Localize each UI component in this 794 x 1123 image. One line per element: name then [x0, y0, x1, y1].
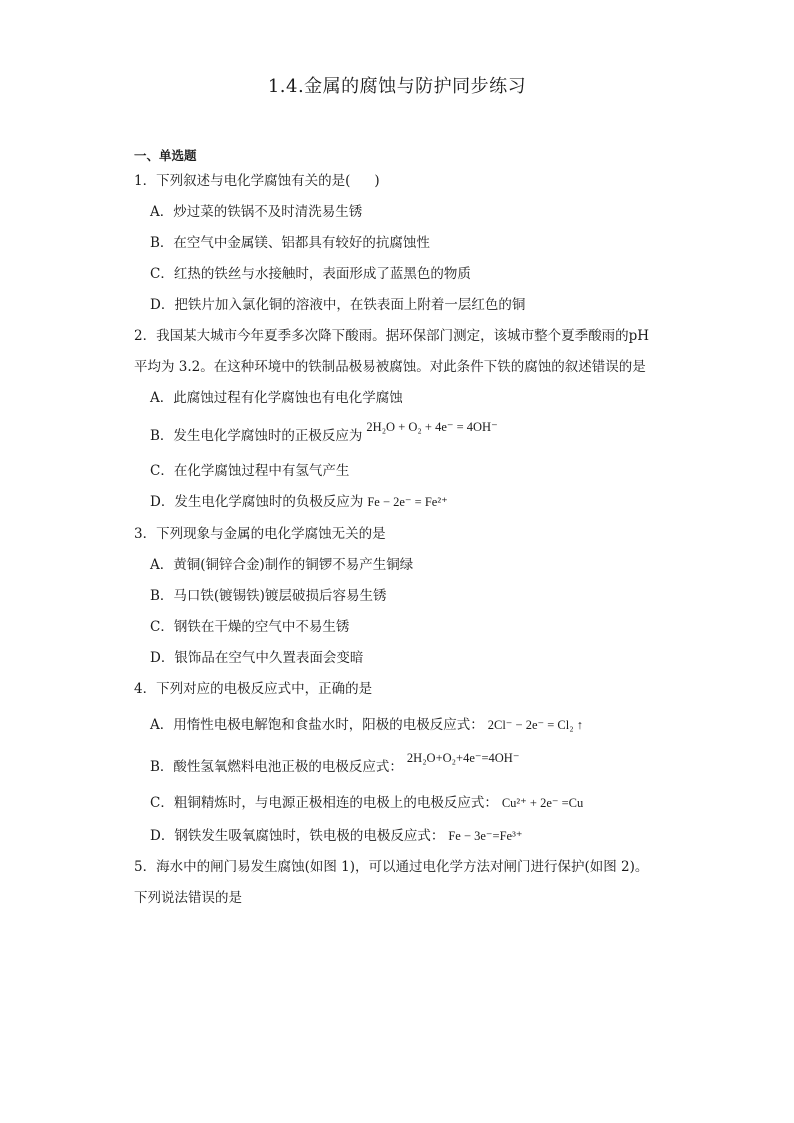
question-4-option-a-text: A．用惰性电极电解饱和食盐水时，阳极的电极反应式：: [150, 717, 484, 733]
question-3-option-d: D．银饰品在空气中久置表面会变暗: [150, 650, 364, 666]
question-3-option-b: B．马口铁(镀锡铁)镀层破损后容易生锈: [150, 588, 387, 604]
question-3-option-c: C．钢铁在干燥的空气中不易生锈: [150, 619, 350, 635]
question-2-option-a: A．此腐蚀过程有化学腐蚀也有电化学腐蚀: [150, 390, 403, 406]
question-4-option-b: [150, 751, 520, 777]
question-2-option-d-text: D．发生电化学腐蚀时的负极反应为: [150, 494, 364, 510]
question-3-option-a: A．黄铜(铜锌合金)制作的铜锣不易产生铜绿: [150, 557, 414, 573]
question-4-stem: 4．下列对应的电极反应式中，正确的是: [134, 681, 373, 697]
section-heading: 一、单选题: [134, 148, 197, 163]
question-1-stem-text: 1．下列叙述与电化学腐蚀有关的是(: [134, 173, 351, 189]
question-4-option-a-formula: 2Cl⁻ − 2e⁻ = Cl₂ ↑: [487, 718, 583, 732]
question-1-stem: [134, 171, 380, 191]
question-5-stem-line-2: 下列说法错误的是: [134, 890, 242, 906]
question-4-option-d-formula: Fe − 3e⁻=Fe³⁺: [448, 829, 523, 843]
question-4-option-c-text: C．粗铜精炼时，与电源正极相连的电极上的电极反应式：: [150, 795, 498, 811]
question-4-option-d-text: D．钢铁发生吸氧腐蚀时，铁电极的电极反应式：: [150, 828, 445, 844]
question-4-option-c: [150, 793, 583, 813]
question-4-option-c-formula: Cu²⁺ + 2e⁻ =Cu: [501, 796, 584, 810]
question-2-option-d: [150, 492, 448, 512]
question-1-option-c: C．红热的铁丝与水接触时，表面形成了蓝黑色的物质: [150, 266, 471, 282]
question-2-option-b: [150, 420, 498, 446]
question-5-stem-line-1: 5．海水中的闸门易发生腐蚀(如图 1)，可以通过电化学方法对闸门进行保护(如图 2)。: [134, 859, 649, 875]
question-4-option-d: [150, 826, 522, 846]
question-2-option-c: C．在化学腐蚀过程中有氢气产生: [150, 463, 350, 479]
question-2-option-d-formula: Fe − 2e⁻ = Fe²⁺: [367, 495, 448, 509]
question-1-stem-close: ): [374, 173, 380, 189]
question-1-option-b: B．在空气中金属镁、铝都具有较好的抗腐蚀性: [150, 235, 430, 251]
question-1-option-d: D．把铁片加入氯化铜的溶液中，在铁表面上附着一层红色的铜: [150, 297, 526, 313]
page-title: 1.4.金属的腐蚀与防护同步练习: [267, 76, 527, 97]
question-2-stem-line-1: 2．我国某大城市今年夏季多次降下酸雨。据环保部门测定，该城市整个夏季酸雨的pH: [134, 328, 650, 344]
question-2-option-b-formula: 2H₂O + O₂ + 4e⁻ = 4OH⁻: [366, 420, 498, 434]
question-3-stem: 3．下列现象与金属的电化学腐蚀无关的是: [134, 526, 386, 542]
question-2-stem-line-2: 平均为 3.2。在这种环境中的铁制品极易被腐蚀。对此条件下铁的腐蚀的叙述错误的是: [134, 359, 646, 375]
question-2-option-b-text: B．发生电化学腐蚀时的正极反应为: [150, 428, 363, 444]
question-1-option-a: A．炒过菜的铁锅不及时清洗易生锈: [150, 204, 363, 220]
question-4-option-a: [150, 715, 583, 735]
question-4-option-b-formula: 2H₂O+O₂+4e⁻=4OH⁻: [406, 751, 520, 765]
question-4-option-b-text: B．酸性氢氧燃料电池正极的电极反应式：: [150, 759, 403, 775]
